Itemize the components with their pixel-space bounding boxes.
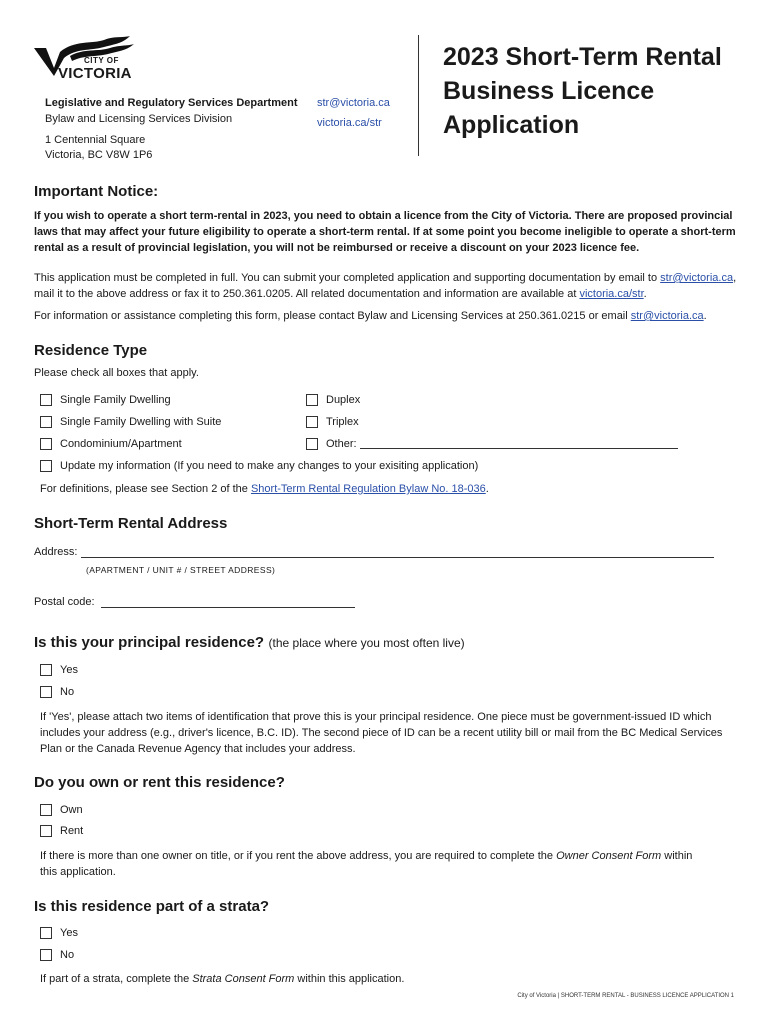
address-hint: (APARTMENT / UNIT # / STREET ADDRESS) (86, 565, 276, 575)
checkbox-label: Single Family Dwelling (60, 394, 171, 406)
header-website-link[interactable]: victoria.ca/str (317, 117, 382, 129)
checkbox-own[interactable] (40, 804, 83, 816)
checkbox-label: Rent (60, 825, 84, 837)
checkbox-single-family-suite[interactable] (40, 416, 221, 428)
assistance-text: For information or assistance completing this form, please contact Bylaw and Licensing Services at 250.361.0215 or email (34, 310, 631, 322)
checkbox-update-info[interactable] (40, 460, 478, 472)
submission-website-link[interactable]: victoria.ca/str (579, 288, 644, 300)
strata-consent-form-name: Strata Consent Form (192, 973, 295, 985)
principal-heading-text: Is this your principal residence? (34, 634, 265, 651)
strata-consent-text: If part of a strata, complete the (40, 973, 193, 985)
own-rent-heading: Do you own or rent this residence? (34, 774, 285, 791)
checkbox-principal-no[interactable] (40, 686, 74, 698)
checkbox-box[interactable] (306, 416, 318, 428)
address-input-line[interactable] (81, 548, 714, 558)
owner-consent-note (40, 848, 700, 880)
principal-residence-note: If 'Yes', please attach two items of identification that prove this is your principal residence. One piece must be government-issued ID which includes your address (e.g., driver's licence, B.C. ID). The second piece of ID can be a recent utility bill or mail from the BC Medical Services Plan or the Canada Revenue Agency that includes your address. (40, 711, 723, 755)
checkbox-condominium[interactable] (40, 438, 182, 450)
checkbox-label: No (60, 949, 75, 961)
notice-bold-text: If you wish to operate a short term-rental in 2023, you need to obtain a licence from the City of Victoria. There are proposed provincial laws that may affect your future eligibility to operate a short-term rental. If at some point you become ineligible to operate a short-term rental as a result of provincial legislation, you will not be reimbursed or receive a discount on your 2023 licence fee. (34, 210, 736, 254)
owner-consent-form-name: Owner Consent Form (556, 850, 662, 862)
address-field (34, 546, 714, 558)
definitions-text: For definitions, please see Section 2 of the (40, 483, 251, 495)
checkbox-box[interactable] (40, 438, 52, 450)
checkbox-label: Own (60, 804, 83, 816)
checkbox-box[interactable] (40, 804, 52, 816)
assistance-text-end: . (703, 310, 707, 322)
checkbox-label: Yes (60, 664, 78, 676)
department-name: Legislative and Regulatory Services Department (45, 97, 298, 109)
principal-subheading-text: (the place where you most often live) (268, 636, 465, 650)
header-email-link[interactable]: str@victoria.ca (317, 97, 390, 109)
residence-type-instruction: Please check all boxes that apply. (34, 367, 199, 379)
rental-address-heading: Short-Term Rental Address (34, 515, 228, 532)
checkbox-label: Yes (60, 927, 78, 939)
checkbox-label: Single Family Dwelling with Suite (60, 416, 222, 428)
submission-text-a: This application must be completed in full. You can submit your completed application and supporting documentation by email to (34, 272, 661, 284)
postal-code-input-line[interactable] (101, 598, 355, 608)
postal-code-label: Postal code: (34, 596, 95, 608)
checkbox-box[interactable] (306, 438, 318, 450)
logo-name-text: VICTORIA (58, 65, 132, 82)
strata-consent-note (40, 971, 700, 987)
city-logo (30, 34, 145, 86)
checkbox-duplex[interactable] (306, 394, 360, 406)
checkbox-principal-yes[interactable] (40, 664, 78, 676)
checkbox-label: Condominium/Apartment (60, 438, 182, 450)
notice-heading: Important Notice: (34, 183, 159, 200)
owner-consent-text-end: within this application. (40, 850, 693, 878)
checkbox-rent[interactable] (40, 825, 83, 837)
checkbox-single-family[interactable] (40, 394, 171, 406)
address-line-1: 1 Centennial Square (45, 134, 146, 146)
address-label: Address: (34, 546, 78, 558)
checkbox-box[interactable] (40, 416, 52, 428)
checkbox-label: Update my information (If you need to make any changes to your exisiting application) (60, 460, 479, 472)
submission-email-link[interactable]: str@victoria.ca (660, 272, 734, 284)
title-line-1: 2023 Short-Term Rental (443, 43, 722, 71)
principal-residence-heading (34, 634, 465, 652)
strata-consent-text-end: within this application. (294, 973, 405, 985)
definitions-text-end: . (485, 483, 489, 495)
owner-consent-text: If there is more than one owner on title, or if you rent the above address, you are required to complete the (40, 850, 557, 862)
address-line-2: Victoria, BC V8W 1P6 (45, 149, 153, 161)
checkbox-other[interactable] (306, 438, 678, 450)
checkbox-triplex[interactable] (306, 416, 359, 428)
checkbox-box[interactable] (40, 825, 52, 837)
division-name: Bylaw and Licensing Services Division (45, 113, 233, 125)
page-footer: City of Victoria | SHORT-TERM RENTAL - BUSINESS LICENCE APPLICATION 1 (517, 993, 734, 999)
checkbox-label: Duplex (326, 394, 361, 406)
checkbox-box[interactable] (40, 664, 52, 676)
definitions-note (40, 483, 489, 495)
page-title (443, 40, 753, 142)
checkbox-box[interactable] (40, 949, 52, 961)
checkbox-box[interactable] (40, 686, 52, 698)
checkbox-box[interactable] (306, 394, 318, 406)
checkbox-box[interactable] (40, 460, 52, 472)
submission-text-c: . (643, 288, 647, 300)
other-input-line[interactable] (360, 439, 678, 449)
checkbox-label: Other: (326, 438, 357, 450)
submission-paragraph (34, 270, 740, 302)
header-divider (418, 35, 419, 156)
assistance-paragraph (34, 308, 740, 324)
checkbox-strata-yes[interactable] (40, 927, 78, 939)
title-line-3: Application (443, 111, 580, 139)
residence-type-heading: Residence Type (34, 342, 148, 359)
postal-code-field (34, 596, 355, 608)
assistance-email-link[interactable]: str@victoria.ca (630, 310, 704, 322)
submission-text-b: , mail it to the above address or fax it to 250.361.0205. All related documentation and information are available at (34, 272, 737, 300)
checkbox-box[interactable] (40, 927, 52, 939)
checkbox-label: Triplex (326, 416, 359, 428)
checkbox-label: No (60, 686, 75, 698)
bylaw-link[interactable]: Short-Term Rental Regulation Bylaw No. 18-036 (250, 483, 486, 495)
title-line-2: Business Licence (443, 77, 655, 105)
checkbox-strata-no[interactable] (40, 949, 74, 961)
logo-city-text: CITY OF (84, 56, 119, 65)
checkbox-box[interactable] (40, 394, 52, 406)
strata-heading: Is this residence part of a strata? (34, 898, 270, 915)
